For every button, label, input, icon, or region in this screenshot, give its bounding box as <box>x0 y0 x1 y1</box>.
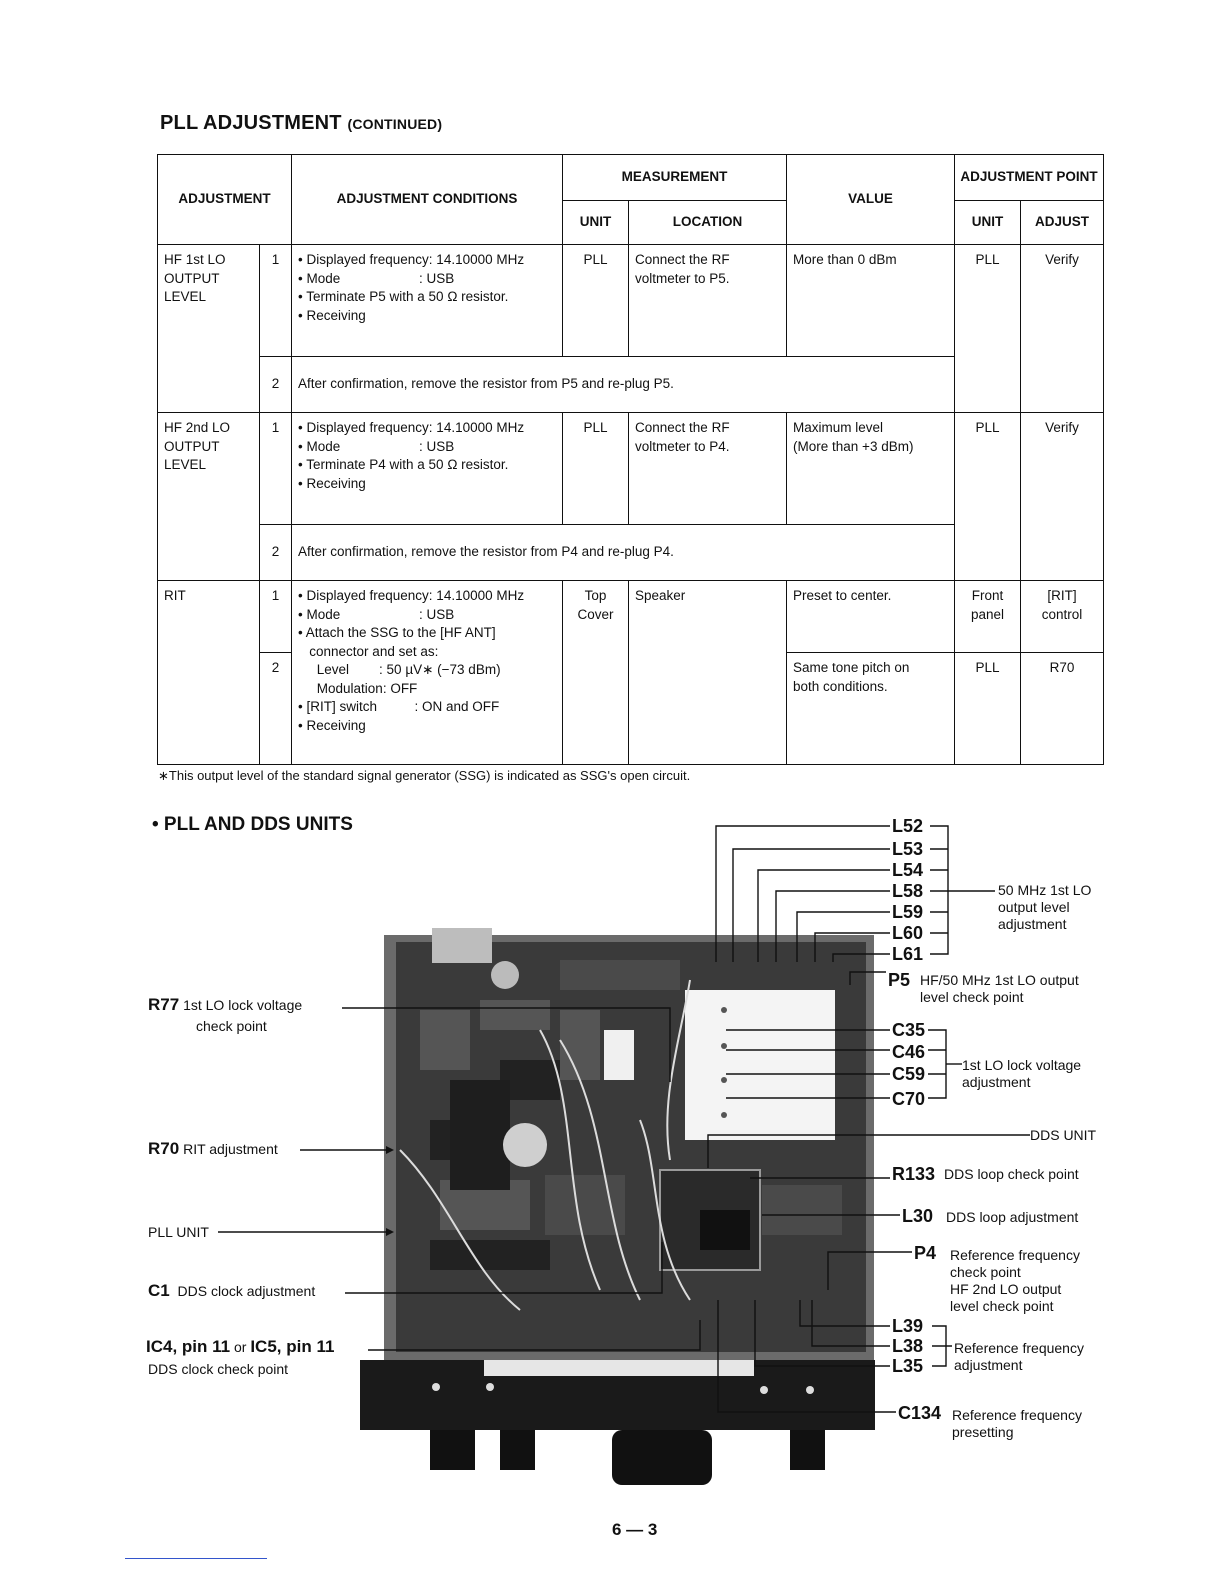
part-c70: C70 <box>892 1089 926 1109</box>
value-cell: More than 0 dBm <box>787 245 955 357</box>
row-name-text: HF 2nd LO OUTPUT LEVEL <box>164 420 231 472</box>
ap-unit: PLL <box>955 245 1021 413</box>
part-r70: R70 <box>148 1139 180 1158</box>
r77-text: 1st LO lock voltage <box>183 997 303 1013</box>
value-text: Same tone pitch on both conditions. <box>793 660 910 694</box>
c-group-note: 1st LO lock voltage adjustment <box>962 1057 1082 1090</box>
knob-mid <box>500 1430 535 1470</box>
part-ic4: IC4, pin 11 <box>146 1337 231 1356</box>
part-c46: C46 <box>892 1042 926 1062</box>
footnote: ∗This output level of the standard signal generator (SSG) is indicated as SSG's open circuit. <box>158 768 691 783</box>
condition-line: • Receiving <box>298 307 366 323</box>
condition-line: connector and set as: <box>298 643 439 659</box>
page-number: 6 — 3 <box>612 1520 658 1539</box>
label-ic4 <box>146 1338 334 1356</box>
ap-unit: PLL <box>955 653 1021 765</box>
step-number: 2 <box>260 525 292 581</box>
step-number: 1 <box>260 581 292 653</box>
header-unit: UNIT <box>563 201 629 245</box>
section-title: • PLL AND DDS UNITS <box>152 814 353 835</box>
part-r77: R77 <box>148 995 180 1014</box>
location-text: Connect the RF voltmeter to P5. <box>635 252 730 286</box>
label-pll-unit: PLL UNIT <box>148 1224 209 1240</box>
part-l30: L30 <box>902 1206 934 1226</box>
condition-line: • Receiving <box>298 475 366 491</box>
ap-adjust-text: [RIT] control <box>1041 588 1083 622</box>
part-c1: C1 <box>148 1281 170 1300</box>
part-c134: C134 <box>898 1403 942 1423</box>
measure-unit: PLL <box>563 413 629 525</box>
shield-plate <box>685 990 835 1140</box>
header-ap-unit: UNIT <box>955 201 1021 245</box>
unit-text: Top Cover <box>577 588 614 622</box>
step-number: 2 <box>260 653 292 765</box>
title-main: PLL ADJUSTMENT <box>160 112 342 134</box>
buzzer-component <box>503 1123 547 1167</box>
condition-line: • Mode : USB <box>298 438 455 454</box>
label-r77-sub: check point <box>196 1018 267 1034</box>
part-l38: L38 <box>892 1336 924 1356</box>
ap-adjust: Verify <box>1021 413 1104 581</box>
r70-text: RIT adjustment <box>183 1141 278 1157</box>
condition-line: • Attach the SSG to the [HF ANT] <box>298 625 496 640</box>
condition-line: • Mode : USB <box>298 606 455 622</box>
condition-line: Modulation: OFF <box>298 680 418 696</box>
part-p4: P4 <box>914 1243 937 1263</box>
ap-adjust: Verify <box>1021 245 1104 413</box>
part-p5: P5 <box>888 970 911 990</box>
part-l58: L58 <box>892 881 924 901</box>
c1-text: DDS clock adjustment <box>177 1283 316 1299</box>
dds-unit-label: DDS UNIT <box>1030 1127 1097 1143</box>
knob-left <box>430 1430 475 1470</box>
r133-note: DDS loop check point <box>944 1166 1079 1182</box>
step-number: 1 <box>260 413 292 525</box>
part-l59: L59 <box>892 902 924 922</box>
bottom-rule <box>125 1558 267 1559</box>
condition-line: • Mode : USB <box>298 270 455 286</box>
part-l61: L61 <box>892 944 924 964</box>
condition-line: • Displayed frequency: 14.10000 MHz <box>298 420 525 435</box>
header-location: LOCATION <box>629 201 787 245</box>
condition-line: • Terminate P4 with a 50 Ω resistor. <box>298 457 509 472</box>
row-name-text: HF 1st LO OUTPUT LEVEL <box>164 252 226 304</box>
header-adjustment: ADJUSTMENT <box>158 155 292 245</box>
value-text: Maximum level (More than +3 dBm) <box>793 420 914 454</box>
step-number: 2 <box>260 357 292 413</box>
ic-or: or <box>233 1339 247 1355</box>
step-number: 1 <box>260 245 292 357</box>
confirmation-cell: After confirmation, remove the resistor from P4 and re-plug P4. <box>292 525 955 581</box>
part-c35: C35 <box>892 1020 926 1040</box>
connector-top <box>432 928 492 963</box>
confirmation-cell: After confirmation, remove the resistor from P5 and re-plug P5. <box>292 357 955 413</box>
measure-location: Speaker <box>629 581 787 765</box>
header-adjustment-point: ADJUSTMENT POINT <box>955 155 1104 201</box>
c134-note: Reference frequency presetting <box>952 1407 1082 1440</box>
part-l35: L35 <box>892 1356 924 1376</box>
ap-adjust: R70 <box>1021 653 1104 765</box>
white-relay <box>604 1030 634 1080</box>
title-sub: (CONTINUED) <box>347 116 443 132</box>
part-ic5: IC5, pin 11 <box>250 1337 335 1356</box>
p5-note: HF/50 MHz 1st LO output level check point <box>920 972 1079 1005</box>
p4-note: Reference frequency check point HF 2nd LO output level check point <box>950 1247 1080 1314</box>
ap-unit: PLL <box>955 413 1021 581</box>
part-l60: L60 <box>892 923 924 943</box>
part-c59: C59 <box>892 1064 926 1084</box>
part-r133: R133 <box>892 1164 936 1184</box>
condition-line: • Receiving <box>298 717 366 733</box>
part-l39: L39 <box>892 1316 924 1336</box>
row-name: RIT <box>158 581 260 765</box>
part-l52: L52 <box>892 816 924 836</box>
value-cell: Preset to center. <box>787 581 955 653</box>
front-panel-strip <box>484 1360 754 1376</box>
location-text: Connect the RF voltmeter to P4. <box>635 420 730 454</box>
main-dial <box>612 1430 712 1485</box>
condition-line: • Displayed frequency: 14.10000 MHz <box>298 588 525 603</box>
ic-package <box>450 1080 510 1190</box>
ref-note: Reference frequency adjustment <box>954 1340 1084 1373</box>
l30-note: DDS loop adjustment <box>946 1209 1079 1225</box>
header-measurement: MEASUREMENT <box>563 155 787 201</box>
l-group-note: 50 MHz 1st LO output level adjustment <box>998 882 1092 932</box>
header-ap-adjust: ADJUST <box>1021 201 1104 245</box>
condition-line: • [RIT] switch : ON and OFF <box>298 699 500 714</box>
knob-right <box>790 1430 825 1470</box>
header-conditions: ADJUSTMENT CONDITIONS <box>292 155 563 245</box>
measure-unit: PLL <box>563 245 629 357</box>
capacitor <box>491 961 519 989</box>
label-r70 <box>148 1140 278 1158</box>
label-r77 <box>148 996 302 1014</box>
label-c1 <box>148 1282 315 1300</box>
condition-line: • Displayed frequency: 14.10000 MHz <box>298 252 525 267</box>
header-value: VALUE <box>787 155 955 245</box>
part-l54: L54 <box>892 860 924 880</box>
condition-line: • Terminate P5 with a 50 Ω resistor. <box>298 289 509 304</box>
condition-line: Level : 50 µV∗ (−73 dBm) <box>298 662 501 677</box>
ap-unit-text: Front panel <box>971 588 1005 622</box>
part-l53: L53 <box>892 839 924 859</box>
label-ic-sub: DDS clock check point <box>148 1361 289 1377</box>
